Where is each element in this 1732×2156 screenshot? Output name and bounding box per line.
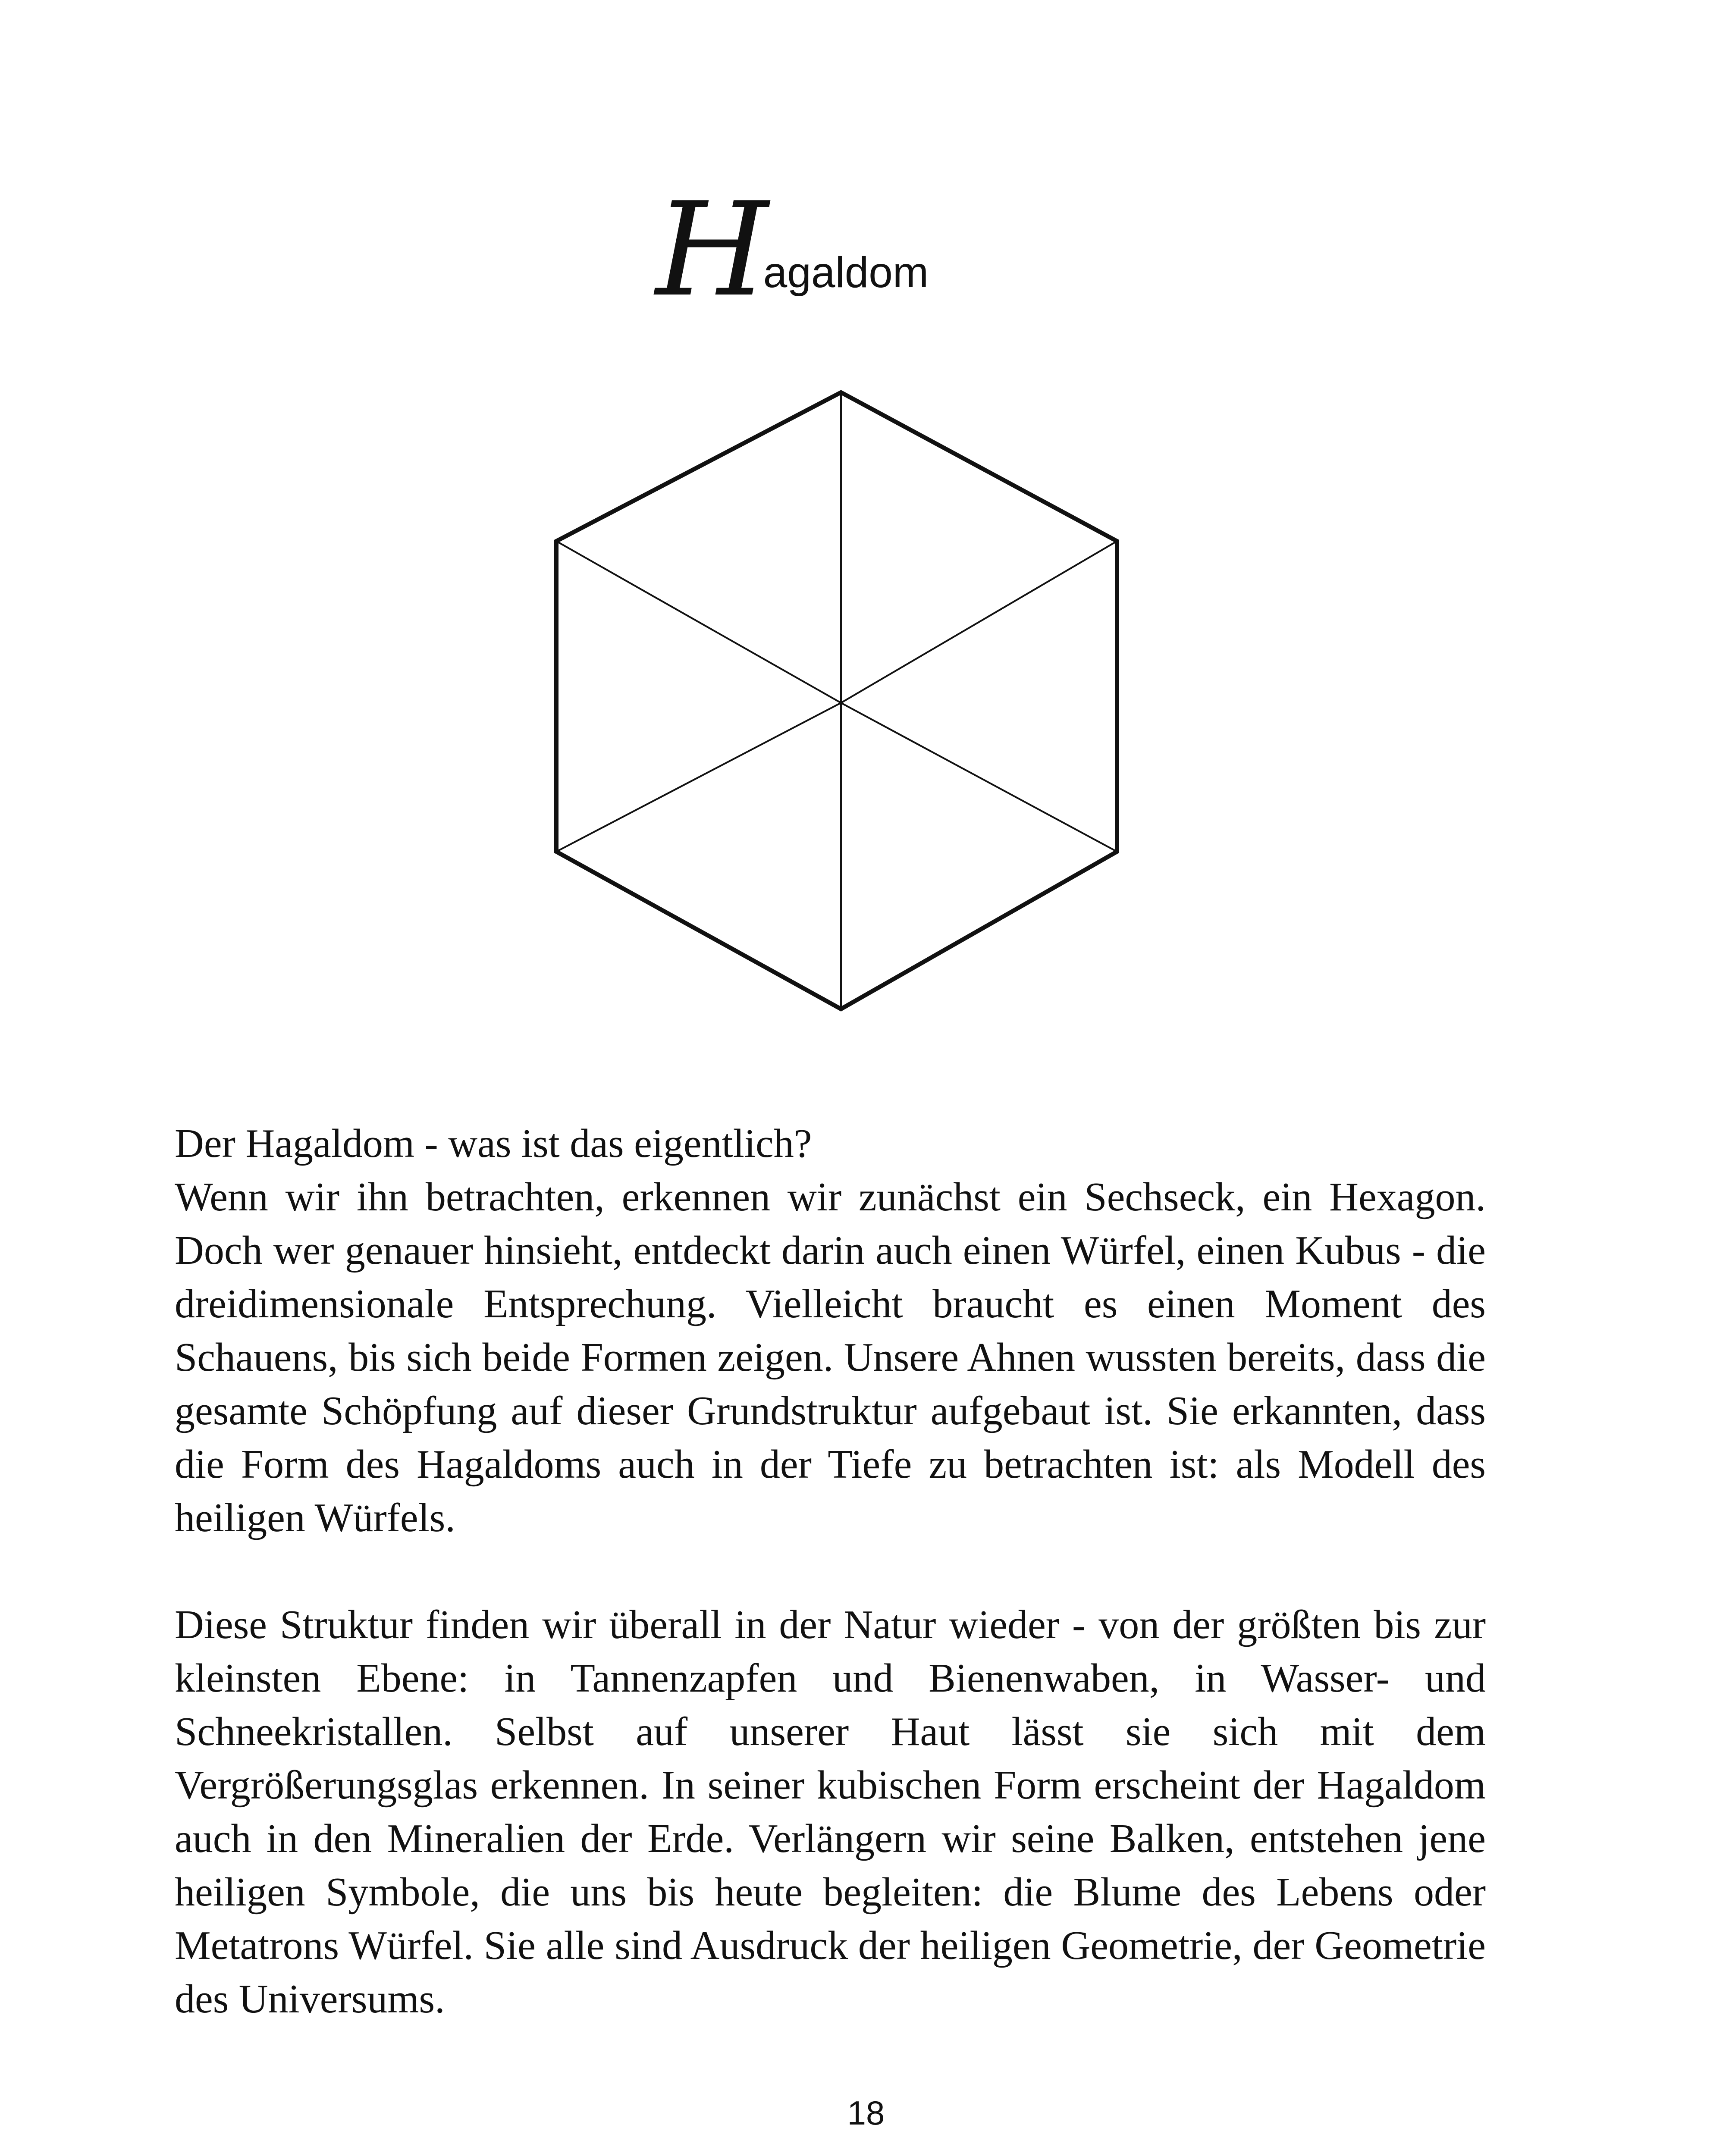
- title-rest: agaldom: [763, 248, 929, 297]
- paragraph-nature-structure: Diese Struktur finden wir überall in der Natur wieder - von der größten bis zur kleinsten Ebene: in Tannenzapfen und Bienenwaben, in Wasser- und Schneekristallen. Selbst auf unserer Haut lässt sie sich mit dem Vergrößerungsglas erkennen. In seiner kubischen Form erscheint der Hagaldom auch in den Mineralien der Erde. Verlängern wir seine Balken, entstehen jene heiligen Symbole, die uns bis heute begleiten: die Blume des Lebens oder Metatrons Würfel. Sie alle sind Ausdruck der heiligen Geometrie, der Geometrie des Universums.: [175, 1602, 1486, 2021]
- hexagon-cube-icon: [518, 371, 1164, 1044]
- spoke-upper-right: [841, 541, 1117, 703]
- paragraph-hexagon-cube: Wenn wir ihn betrachten, erkennen wir zunächst ein Sechseck, ein Hexagon. Doch wer genauer hinsieht, entdeckt darin auch einen Würfel, einen Kubus - die dreidimensionale Entsprechung. Vielleicht braucht es einen Moment des Schauens, bis sich beide Formen zeigen. Unsere Ahnen wussten bereits, dass die gesamte Schöpfung auf dieser Grundstruktur aufgebaut ist. Sie erkannten, dass die Form des Hagaldoms auch in der Tiefe zu betrachten ist: als Modell des heiligen Würfels.: [175, 1175, 1486, 1540]
- intro-question: Der Hagaldom - was ist das eigentlich?: [175, 1121, 812, 1166]
- spoke-upper-left: [556, 541, 841, 703]
- title-initial-letter: H: [656, 175, 760, 325]
- hagaldom-figure: [518, 371, 1164, 1044]
- page-number: 18: [847, 2094, 885, 2132]
- main-text: [175, 1117, 1486, 2026]
- page-title: [656, 172, 929, 325]
- paragraph-gap: [175, 1545, 1486, 1598]
- spoke-lower-left: [556, 703, 841, 852]
- spoke-lower-right: [841, 703, 1117, 852]
